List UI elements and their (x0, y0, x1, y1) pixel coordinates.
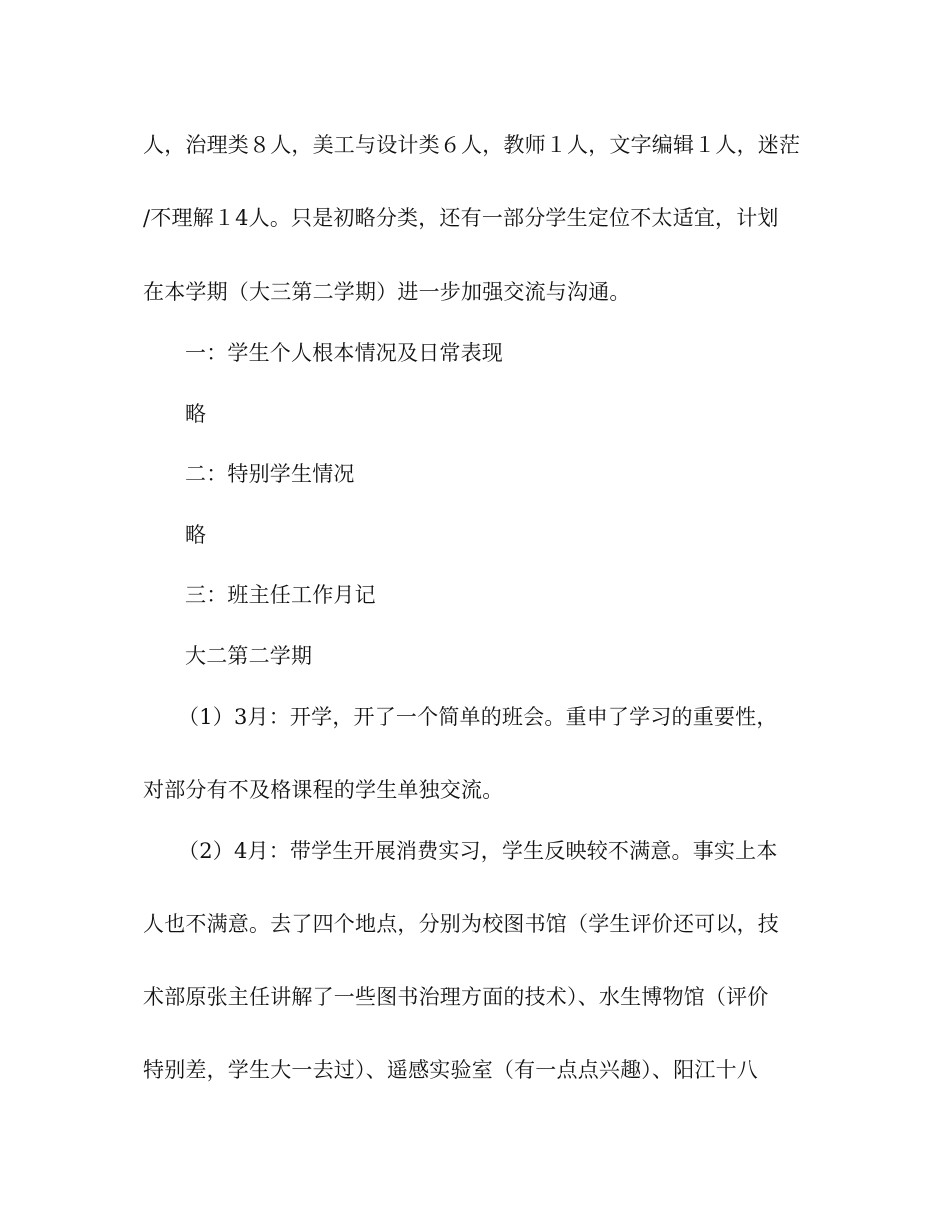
paragraph-line: 人，治理类８人，美工与设计类６人，教师１人，文字编辑１人，迷茫 (143, 133, 801, 157)
section-heading: 一：学生个人根本情况及日常表现 (185, 341, 503, 365)
paragraph-line: 在本学期（大三第二学期）进一步加强交流与沟通。 (143, 280, 631, 304)
paragraph-line: 术部原张主任讲解了一些图书治理方面的技术）、水生博物馆（评价 (143, 985, 769, 1009)
subsection-heading: 大二第二学期 (185, 644, 313, 668)
paragraph-line: 略 (185, 523, 207, 547)
paragraph-line: （2）4月：带学生开展消费实习，学生反映较不满意。事实上本 (178, 839, 778, 863)
paragraph-line: （1）3月：开学，开了一个简单的班会。重申了学习的重要性， (178, 705, 778, 729)
section-heading: 三：班主任工作月记 (185, 583, 376, 607)
paragraph-line: 略 (185, 402, 207, 426)
paragraph-line: 人也不满意。去了四个地点，分别为校图书馆（学生评价还可以，技 (143, 912, 779, 936)
paragraph-line: 对部分有不及格课程的学生单独交流。 (143, 778, 504, 802)
paragraph-line: /不理解１4人。只是初略分类，还有一部分学生定位不太适宜，计划 (143, 206, 779, 230)
paragraph-line: 特别差，学生大一去过）、遥感实验室（有一点点兴趣）、阳江十八 (143, 1058, 758, 1082)
section-heading: 二：特别学生情况 (185, 462, 355, 486)
